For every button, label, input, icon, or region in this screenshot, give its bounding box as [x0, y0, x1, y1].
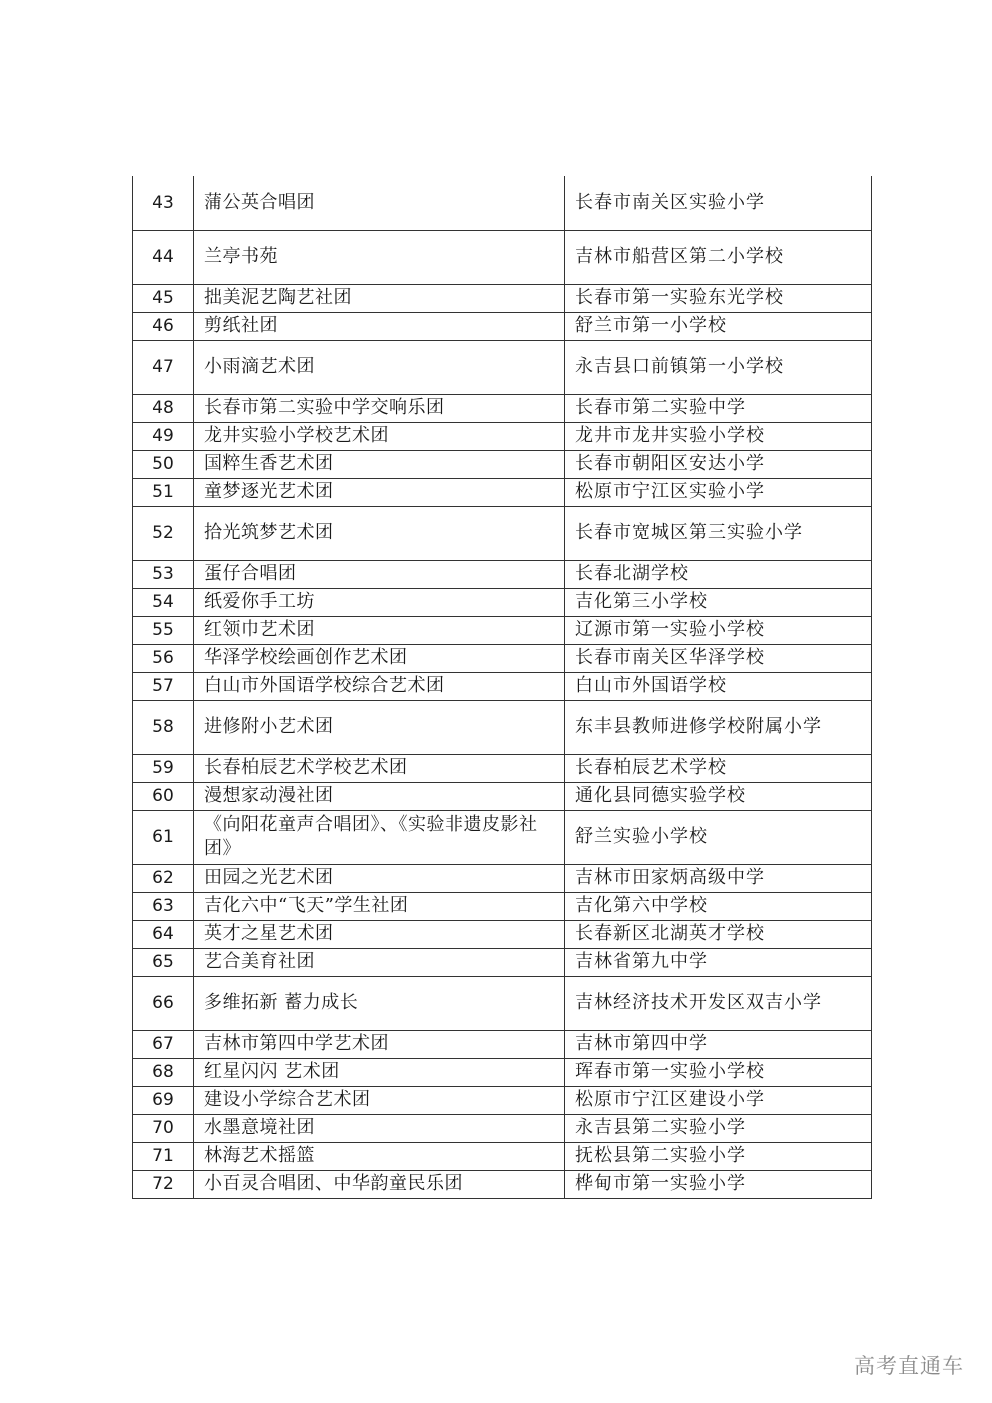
group-name: 华泽学校绘画创作艺术团	[194, 644, 565, 672]
table-row	[133, 754, 872, 782]
group-name: 国粹生香艺术团	[194, 450, 565, 478]
table-row	[133, 920, 872, 948]
school-name: 珲春市第一实验小学校	[565, 1058, 872, 1086]
row-number: 46	[133, 312, 194, 340]
table-row	[133, 976, 872, 1030]
row-number: 44	[133, 230, 194, 284]
group-name: 长春市第二实验中学交响乐团	[194, 394, 565, 422]
school-name: 通化县同德实验学校	[565, 782, 872, 810]
row-number: 69	[133, 1086, 194, 1114]
group-name: 拙美泥艺陶艺社团	[194, 284, 565, 312]
table-row	[133, 450, 872, 478]
row-number: 70	[133, 1114, 194, 1142]
school-name: 舒兰实验小学校	[565, 810, 872, 864]
group-name: 拾光筑梦艺术团	[194, 506, 565, 560]
table-row	[133, 560, 872, 588]
row-number: 53	[133, 560, 194, 588]
group-name: 兰亭书苑	[194, 230, 565, 284]
group-name: 龙井实验小学校艺术团	[194, 422, 565, 450]
table-row	[133, 588, 872, 616]
school-name: 长春柏辰艺术学校	[565, 754, 872, 782]
group-name: 英才之星艺术团	[194, 920, 565, 948]
school-name: 永吉县口前镇第一小学校	[565, 340, 872, 394]
row-number: 60	[133, 782, 194, 810]
row-number: 51	[133, 478, 194, 506]
row-number: 43	[133, 176, 194, 230]
table-row	[133, 644, 872, 672]
group-name: 吉林市第四中学艺术团	[194, 1030, 565, 1058]
school-name: 白山市外国语学校	[565, 672, 872, 700]
row-number: 52	[133, 506, 194, 560]
group-name: 田园之光艺术团	[194, 864, 565, 892]
row-number: 68	[133, 1058, 194, 1086]
table-row	[133, 230, 872, 284]
group-name: 蛋仔合唱团	[194, 560, 565, 588]
row-number: 54	[133, 588, 194, 616]
group-name: 纸爱你手工坊	[194, 588, 565, 616]
school-name: 松原市宁江区建设小学	[565, 1086, 872, 1114]
table-row	[133, 506, 872, 560]
table-row	[133, 864, 872, 892]
table-row	[133, 1114, 872, 1142]
group-name: 多维拓新 蓄力成长	[194, 976, 565, 1030]
group-name: 进修附小艺术团	[194, 700, 565, 754]
group-name: 蒲公英合唱团	[194, 176, 565, 230]
school-name: 长春市第二实验中学	[565, 394, 872, 422]
row-number: 64	[133, 920, 194, 948]
group-name: 建设小学综合艺术团	[194, 1086, 565, 1114]
row-number: 67	[133, 1030, 194, 1058]
table-row	[133, 892, 872, 920]
group-name: 漫想家动漫社团	[194, 782, 565, 810]
school-name: 龙井市龙井实验小学校	[565, 422, 872, 450]
table-row	[133, 1170, 872, 1198]
table-row	[133, 478, 872, 506]
school-name: 长春市南关区实验小学	[565, 176, 872, 230]
group-name: 吉化六中“飞天”学生社团	[194, 892, 565, 920]
row-number: 48	[133, 394, 194, 422]
school-name: 长春市朝阳区安达小学	[565, 450, 872, 478]
group-name: 小百灵合唱团、中华韵童民乐团	[194, 1170, 565, 1198]
school-name: 辽源市第一实验小学校	[565, 616, 872, 644]
table-row	[133, 616, 872, 644]
row-number: 59	[133, 754, 194, 782]
row-number: 71	[133, 1142, 194, 1170]
school-name: 吉化第六中学校	[565, 892, 872, 920]
group-name: 红领巾艺术团	[194, 616, 565, 644]
school-name: 吉林市船营区第二小学校	[565, 230, 872, 284]
row-number: 58	[133, 700, 194, 754]
table-row	[133, 1142, 872, 1170]
school-name: 东丰县教师进修学校附属小学	[565, 700, 872, 754]
row-number: 61	[133, 810, 194, 864]
school-name: 长春新区北湖英才学校	[565, 920, 872, 948]
row-number: 65	[133, 948, 194, 976]
row-number: 66	[133, 976, 194, 1030]
table-row	[133, 948, 872, 976]
group-name: 剪纸社团	[194, 312, 565, 340]
group-name: 《向阳花童声合唱团》、《实验非遗皮影社团》	[194, 810, 565, 864]
group-name: 小雨滴艺术团	[194, 340, 565, 394]
group-name: 白山市外国语学校综合艺术团	[194, 672, 565, 700]
school-name: 舒兰市第一小学校	[565, 312, 872, 340]
school-name: 吉林市田家炳高级中学	[565, 864, 872, 892]
row-number: 72	[133, 1170, 194, 1198]
row-number: 50	[133, 450, 194, 478]
group-name: 艺合美育社团	[194, 948, 565, 976]
school-name: 长春市南关区华泽学校	[565, 644, 872, 672]
row-number: 62	[133, 864, 194, 892]
group-name: 林海艺术摇篮	[194, 1142, 565, 1170]
row-number: 47	[133, 340, 194, 394]
group-name: 红星闪闪 艺术团	[194, 1058, 565, 1086]
school-name: 吉林省第九中学	[565, 948, 872, 976]
school-name: 长春北湖学校	[565, 560, 872, 588]
row-number: 63	[133, 892, 194, 920]
table-row	[133, 782, 872, 810]
group-name: 水墨意境社团	[194, 1114, 565, 1142]
document-table	[132, 176, 872, 1199]
table-row	[133, 284, 872, 312]
table-body	[133, 176, 872, 1198]
table-row	[133, 1058, 872, 1086]
table-row	[133, 700, 872, 754]
table-row	[133, 1086, 872, 1114]
table-row	[133, 1030, 872, 1058]
table-row	[133, 312, 872, 340]
school-name: 吉林经济技术开发区双吉小学	[565, 976, 872, 1030]
table-row	[133, 810, 872, 864]
row-number: 49	[133, 422, 194, 450]
school-name: 抚松县第二实验小学	[565, 1142, 872, 1170]
school-name: 吉化第三小学校	[565, 588, 872, 616]
row-number: 45	[133, 284, 194, 312]
table-row	[133, 672, 872, 700]
school-name: 桦甸市第一实验小学	[565, 1170, 872, 1198]
table-row	[133, 176, 872, 230]
row-number: 57	[133, 672, 194, 700]
table-row	[133, 394, 872, 422]
school-name: 长春市第一实验东光学校	[565, 284, 872, 312]
table-row	[133, 340, 872, 394]
table-row	[133, 422, 872, 450]
school-name: 松原市宁江区实验小学	[565, 478, 872, 506]
school-name: 吉林市第四中学	[565, 1030, 872, 1058]
school-name: 长春市宽城区第三实验小学	[565, 506, 872, 560]
group-name: 长春柏辰艺术学校艺术团	[194, 754, 565, 782]
row-number: 55	[133, 616, 194, 644]
watermark: 高考直通车	[854, 1354, 964, 1378]
school-name: 永吉县第二实验小学	[565, 1114, 872, 1142]
row-number: 56	[133, 644, 194, 672]
group-name: 童梦逐光艺术团	[194, 478, 565, 506]
